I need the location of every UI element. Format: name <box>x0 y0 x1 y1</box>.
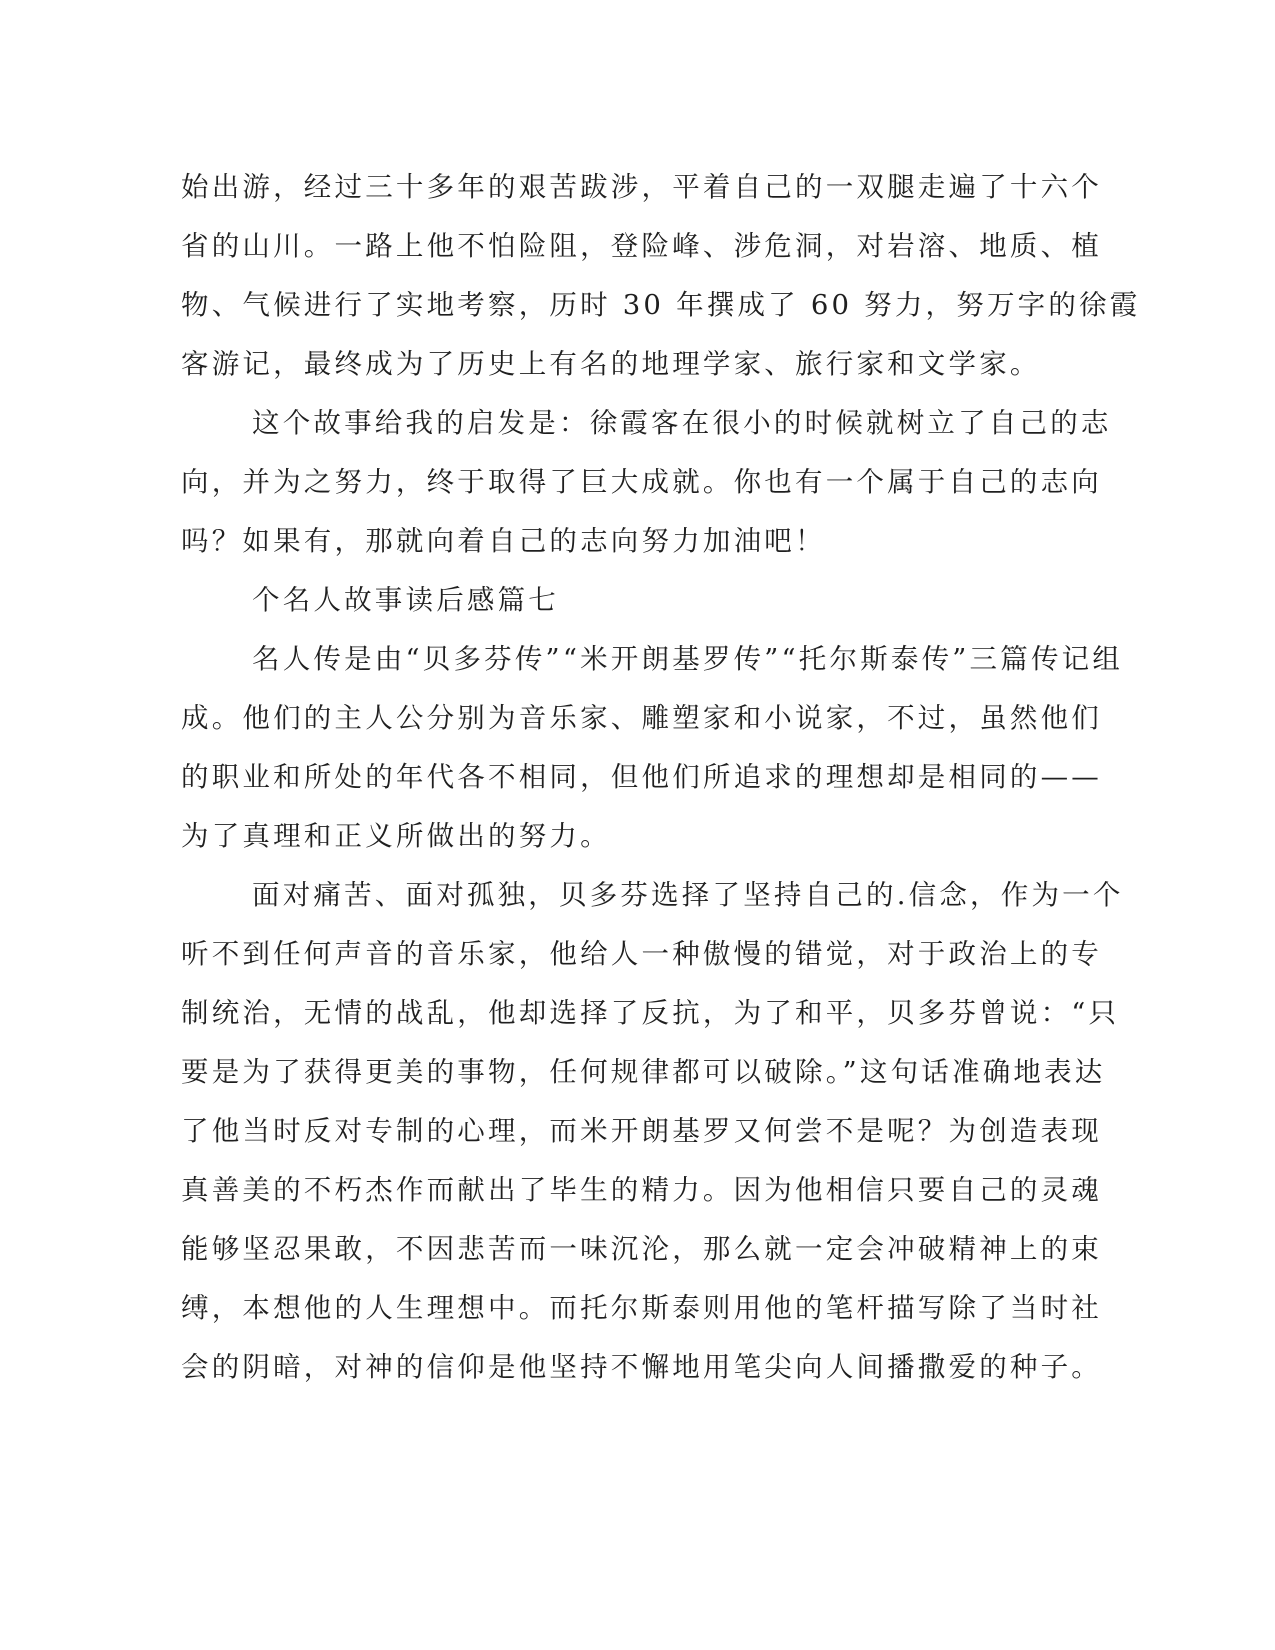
text-line: 物、气候进行了实地考察，历时 30 年撰成了 60 努力，努万字的徐霞 <box>181 289 1141 321</box>
text-line: 的职业和所处的年代各不相同，但他们所追求的理想却是相同的—— <box>181 761 1102 793</box>
paragraph-first-line: 这个故事给我的启发是：徐霞客在很小的时候就树立了自己的志 <box>252 407 1112 439</box>
text-line: 会的阴暗，对神的信仰是他坚持不懈地用笔尖向人间播撒爱的种子。 <box>181 1351 1102 1383</box>
text-line: 客游记，最终成为了历史上有名的地理学家、旅行家和文学家。 <box>181 348 1041 380</box>
text-line: 为了真理和正义所做出的努力。 <box>181 820 611 852</box>
text-line: 真善美的不朽杰作而献出了毕生的精力。因为他相信只要自己的灵魂 <box>181 1174 1102 1206</box>
text-line: 省的山川。一路上他不怕险阻，登险峰、涉危洞，对岩溶、地质、植 <box>181 230 1102 262</box>
paragraph-first-line: 名人传是由“贝多芬传”“米开朗基罗传”“托尔斯泰传”三篇传记组 <box>252 643 1124 675</box>
text-line: 吗？如果有，那就向着自己的志向努力加油吧！ <box>181 525 826 557</box>
text-line: 向，并为之努力，终于取得了巨大成就。你也有一个属于自己的志向 <box>181 466 1102 498</box>
document-body <box>181 158 1141 1397</box>
text-line: 要是为了获得更美的事物，任何规律都可以破除。”这句话准确地表达 <box>181 1056 1106 1088</box>
section-heading: 个名人故事读后感篇七 <box>252 584 559 616</box>
text-line: 能够坚忍果敢，不因悲苦而一味沉沦，那么就一定会冲破精神上的束 <box>181 1233 1102 1265</box>
text-line: 听不到任何声音的音乐家，他给人一种傲慢的错觉，对于政治上的专 <box>181 938 1102 970</box>
text-line: 始出游，经过三十多年的艰苦跋涉，平着自己的一双腿走遍了十六个 <box>181 171 1102 203</box>
text-line: 成。他们的主人公分别为音乐家、雕塑家和小说家，不过，虽然他们 <box>181 702 1102 734</box>
text-line: 了他当时反对专制的心理，而米开朗基罗又何尝不是呢？为创造表现 <box>181 1115 1102 1147</box>
paragraph-first-line: 面对痛苦、面对孤独，贝多芬选择了坚持自己的.信念，作为一个 <box>252 879 1124 911</box>
text-line: 制统治，无情的战乱，他却选择了反抗，为了和平，贝多芬曾说：“只 <box>181 997 1120 1029</box>
text-line: 缚，本想他的人生理想中。而托尔斯泰则用他的笔杆描写除了当时社 <box>181 1292 1102 1324</box>
